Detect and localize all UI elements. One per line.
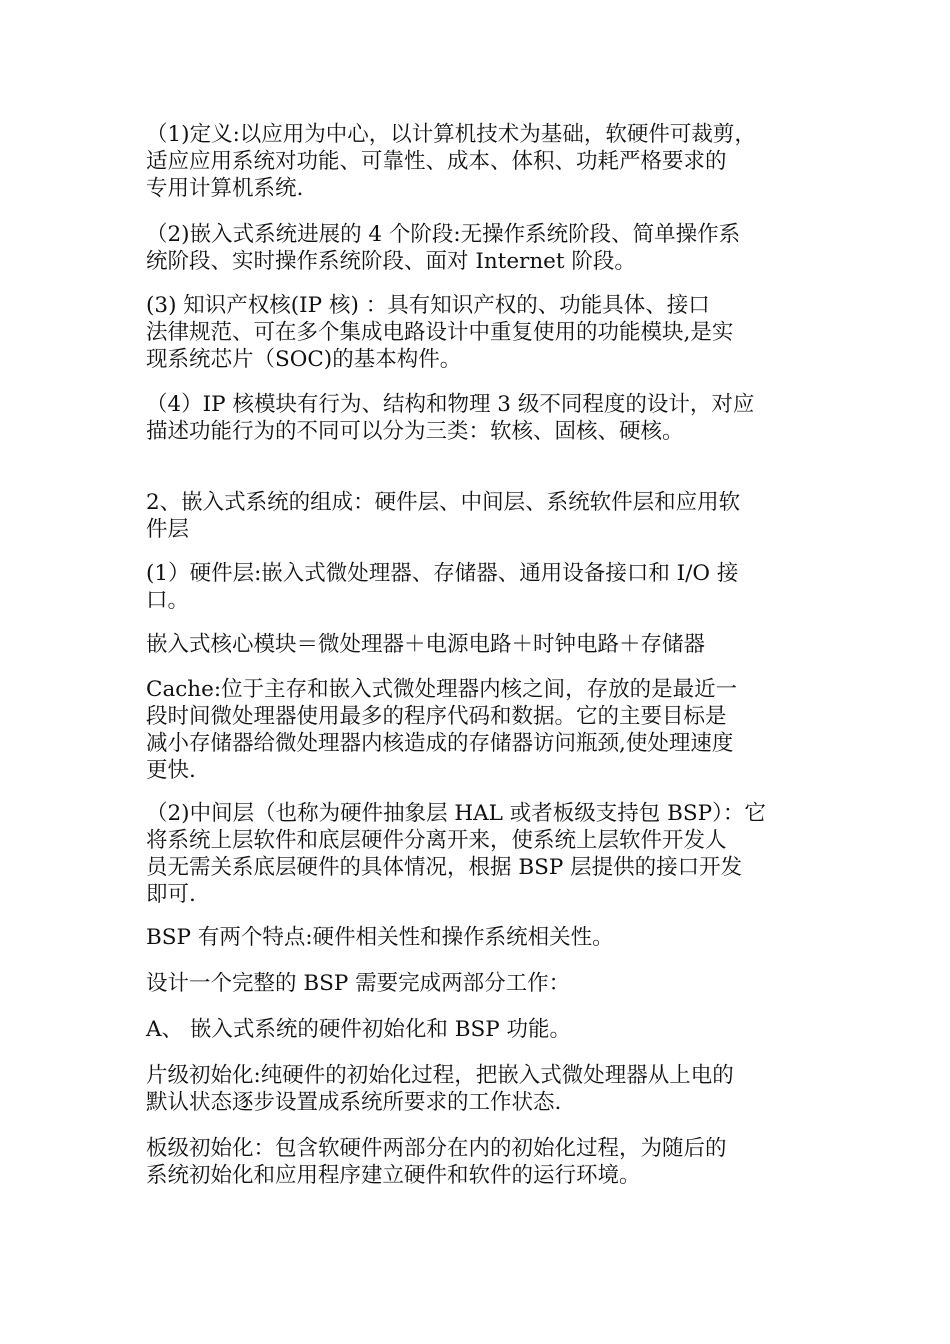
text-line: 默认状态逐步设置成系统所要求的工作状态. [146, 1090, 562, 1115]
text-line: 2、嵌入式系统的组成：硬件层、中间层、系统软件层和应用软 [146, 490, 741, 515]
paragraph-core-module [146, 631, 826, 658]
text-line: 员无需关系底层硬件的具体情况，根据 BSP 层提供的接口开发 [146, 855, 743, 880]
paragraph-system-composition [146, 489, 826, 543]
text-line: (1）硬件层:嵌入式微处理器、存储器、通用设备接口和 I/O 接 [146, 561, 739, 586]
text-line: 法律规范、可在多个集成电路设计中重复使用的功能模块,是实 [146, 320, 734, 345]
paragraph-board-init [146, 1135, 826, 1189]
text-line: 即可. [146, 882, 196, 907]
text-line: 减小存储器给微处理器内核造成的存储器访问瓶颈,使处理速度 [146, 731, 734, 756]
paragraph-hardware-layer [146, 560, 826, 614]
text-line: 现系统芯片（SOC)的基本构件。 [146, 347, 462, 372]
paragraph-chip-init [146, 1062, 826, 1116]
paragraph-bsp-design [146, 970, 826, 997]
text-line: （4）IP 核模块有行为、结构和物理 3 级不同程度的设计，对应 [146, 392, 755, 417]
text-line: （2)中间层（也称为硬件抽象层 HAL 或者板级支持包 BSP）：它 [146, 801, 766, 826]
paragraph-development-stages [146, 221, 826, 275]
text-line: 件层 [146, 517, 190, 542]
text-line: （2)嵌入式系统进展的 4 个阶段:无操作系统阶段、简单操作系 [146, 222, 741, 247]
text-line: 口。 [146, 588, 190, 613]
paragraph-middle-layer [146, 800, 826, 908]
text-line: 系统初始化和应用程序建立硬件和软件的运行环境。 [146, 1163, 641, 1188]
text-line: （1)定义:以应用为中心，以计算机技术为基础，软硬件可裁剪， [146, 122, 756, 147]
text-line: 统阶段、实时操作系统阶段、面对 Internet 阶段。 [146, 249, 636, 274]
text-line: BSP 有两个特点:硬件相关性和操作系统相关性。 [146, 925, 614, 950]
text-line: 专用计算机系统. [146, 176, 304, 201]
text-line: 片级初始化:纯硬件的初始化过程，把嵌入式微处理器从上电的 [146, 1063, 734, 1088]
paragraph-item-a [146, 1016, 826, 1043]
paragraph-definition [146, 121, 826, 202]
text-line: 段时间微处理器使用最多的程序代码和数据。它的主要目标是 [146, 704, 727, 729]
text-line: 设计一个完整的 BSP 需要完成两部分工作： [146, 971, 571, 996]
paragraph-ip-core-types [146, 391, 826, 445]
text-line: 更快. [146, 758, 196, 783]
text-line: 将系统上层软件和底层硬件分离开来，使系统上层软件开发人 [146, 828, 727, 853]
text-line: (3) 知识产权核(IP 核) ：具有知识产权的、功能具体、接口 [146, 293, 710, 318]
text-line: 板级初始化：包含软硬件两部分在内的初始化过程，为随后的 [146, 1136, 727, 1161]
paragraph-bsp-features [146, 924, 826, 951]
text-line: 描述功能行为的不同可以分为三类：软核、固核、硬核。 [146, 419, 684, 444]
text-line: A、 嵌入式系统的硬件初始化和 BSP 功能。 [146, 1017, 572, 1042]
paragraph-cache [146, 676, 826, 784]
paragraph-ip-core [146, 292, 826, 373]
text-line: 嵌入式核心模块＝微处理器＋电源电路＋时钟电路＋存储器 [146, 632, 706, 657]
text-line: 适应应用系统对功能、可靠性、成本、体积、功耗严格要求的 [146, 149, 727, 174]
text-line: Cache:位于主存和嵌入式微处理器内核之间，存放的是最近一 [146, 677, 738, 702]
